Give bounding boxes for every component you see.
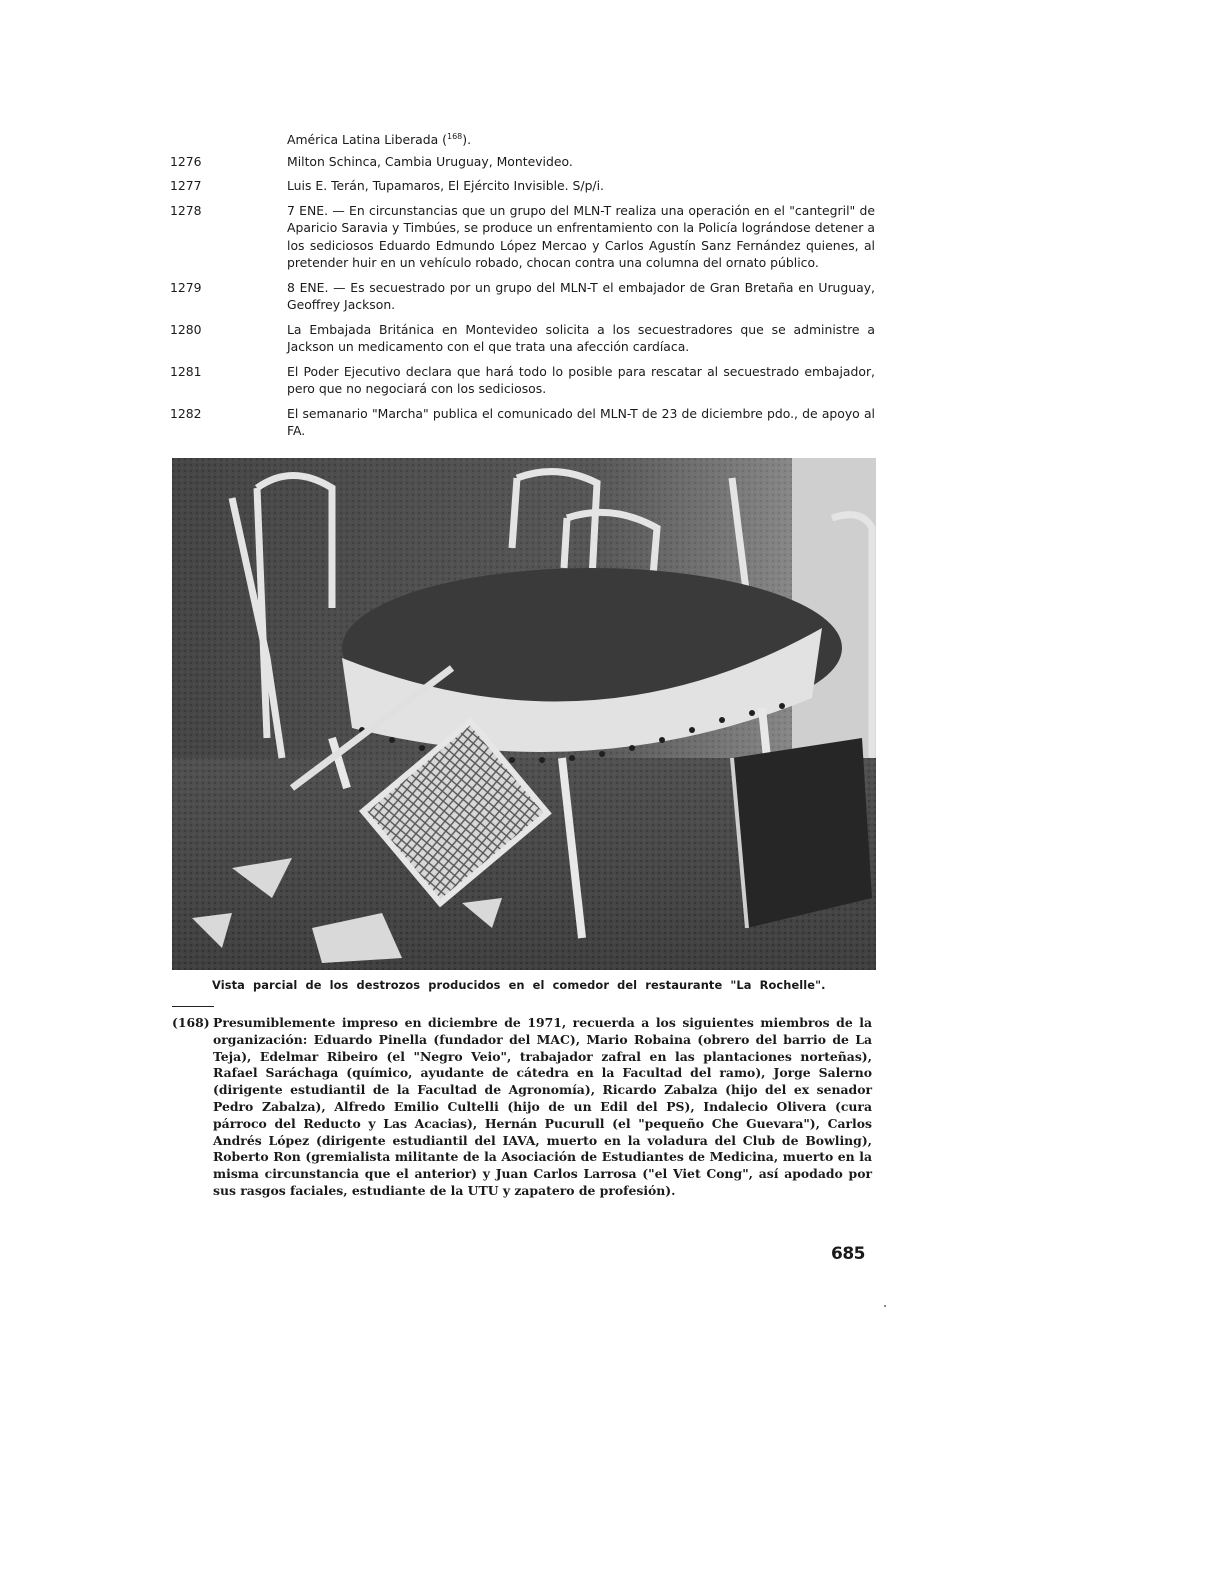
entry-number: 1282 bbox=[170, 405, 202, 421]
photo-caption: Vista parcial de los destrozos producidos en el comedor del restaurante "La Rochelle". bbox=[212, 978, 826, 992]
scan-speck bbox=[884, 1305, 886, 1307]
entry-number: 1276 bbox=[170, 153, 202, 169]
page-number: 685 bbox=[831, 1244, 865, 1264]
chronology-entry bbox=[170, 363, 875, 398]
entry-text: La Embajada Británica en Montevideo solicita a los secuestradores que se administre a Jackson un medicamento con el que trata una afección cardíaca. bbox=[287, 321, 875, 354]
footnote-text: Presumiblemente impreso en diciembre de 1971, recuerda a los siguientes miembros de la organización: Eduardo Pinella (fundador del MAC), Mario Robaina (obrero del barrio de La Teja), Edelmar Ribeiro (el "Negro Veio", trabajador zafral en las plantaciones norteñas), Rafael Saráchaga (químico, ayudante de cátedra en la Facultad del ramo), Jorge Salerno (dirigente estudiantil de la Facultad de Agronomía), Ricardo Zabalza (hijo del ex senador Pedro Zabalza), Alfredo Emilio Cultelli (hijo de un Edil del PS), Indalecio Olivera (cura párroco del Reducto y Las Acacias), Hernán Pucurull (el "pequeño Che Guevara"), Carlos Andrés López (dirigente estudiantil del IAVA, muerto en la voladura del Club de Bowling), Roberto Ron (gremialista militante de la Asociación de Estudiantes de Medicina, muerto en la misma circunstancia que el anterior) y Juan Carlos Larrosa ("el Viet Cong", así apodado por sus rasgos faciales, estudiante de la UTU y zapatero de profesión). bbox=[213, 1015, 872, 1198]
chronology-entry bbox=[170, 321, 875, 356]
chronology-entry bbox=[170, 202, 875, 272]
entry-number: 1279 bbox=[170, 279, 202, 295]
entry-number bbox=[170, 131, 287, 149]
chronology-entry bbox=[170, 177, 875, 195]
chronology-entry bbox=[170, 279, 875, 314]
entry-number: 1281 bbox=[170, 363, 202, 379]
restaurant-damage-photo bbox=[172, 458, 876, 970]
entry-number: 1278 bbox=[170, 202, 202, 218]
footnote-number: (168) bbox=[172, 1015, 210, 1030]
chronology-list bbox=[170, 131, 875, 447]
chronology-entry bbox=[170, 153, 875, 171]
entry-number: 1280 bbox=[170, 321, 202, 337]
entry-text: El Poder Ejecutivo declara que hará todo lo posible para rescatar al secuestrado embajador, pero que no negociará con los sediciosos. bbox=[287, 363, 875, 396]
entry-text: Milton Schinca, Cambia Uruguay, Montevideo. bbox=[287, 153, 573, 169]
entry-number: 1277 bbox=[170, 178, 202, 193]
chronology-entry bbox=[170, 131, 875, 149]
entry-text: 8 ENE. — Es secuestrado por un grupo del MLN-T el embajador de Gran Bretaña en Uruguay, Geoffrey Jackson. bbox=[287, 279, 875, 312]
footnote-ref[interactable]: 168 bbox=[446, 132, 463, 141]
entry-text: Luis E. Terán, Tupamaros, El Ejército Invisible. S/p/i. bbox=[287, 178, 604, 193]
entry-text: El semanario "Marcha" publica el comunicado del MLN-T de 23 de diciembre pdo., de apoyo al FA. bbox=[287, 405, 875, 438]
entry-text-end: ). bbox=[462, 132, 472, 147]
entry-text: 7 ENE. — En circunstancias que un grupo del MLN-T realiza una operación en el "cantegril" de Aparicio Saravia y Timbúes, se produce un enfrentamiento con la Policía lográndose detener a los sediciosos Eduardo Edmundo López Mercao y Carlos Agustín Sanz Fernández quienes, al pretender huir en un vehículo robado, chocan contra una columna del ornato público. bbox=[287, 202, 875, 270]
footnote-divider bbox=[172, 1006, 214, 1007]
chronology-entry bbox=[170, 405, 875, 440]
footnote bbox=[172, 1015, 872, 1200]
entry-text: América Latina Liberada ( bbox=[287, 132, 447, 147]
photo-illustration bbox=[172, 458, 876, 970]
